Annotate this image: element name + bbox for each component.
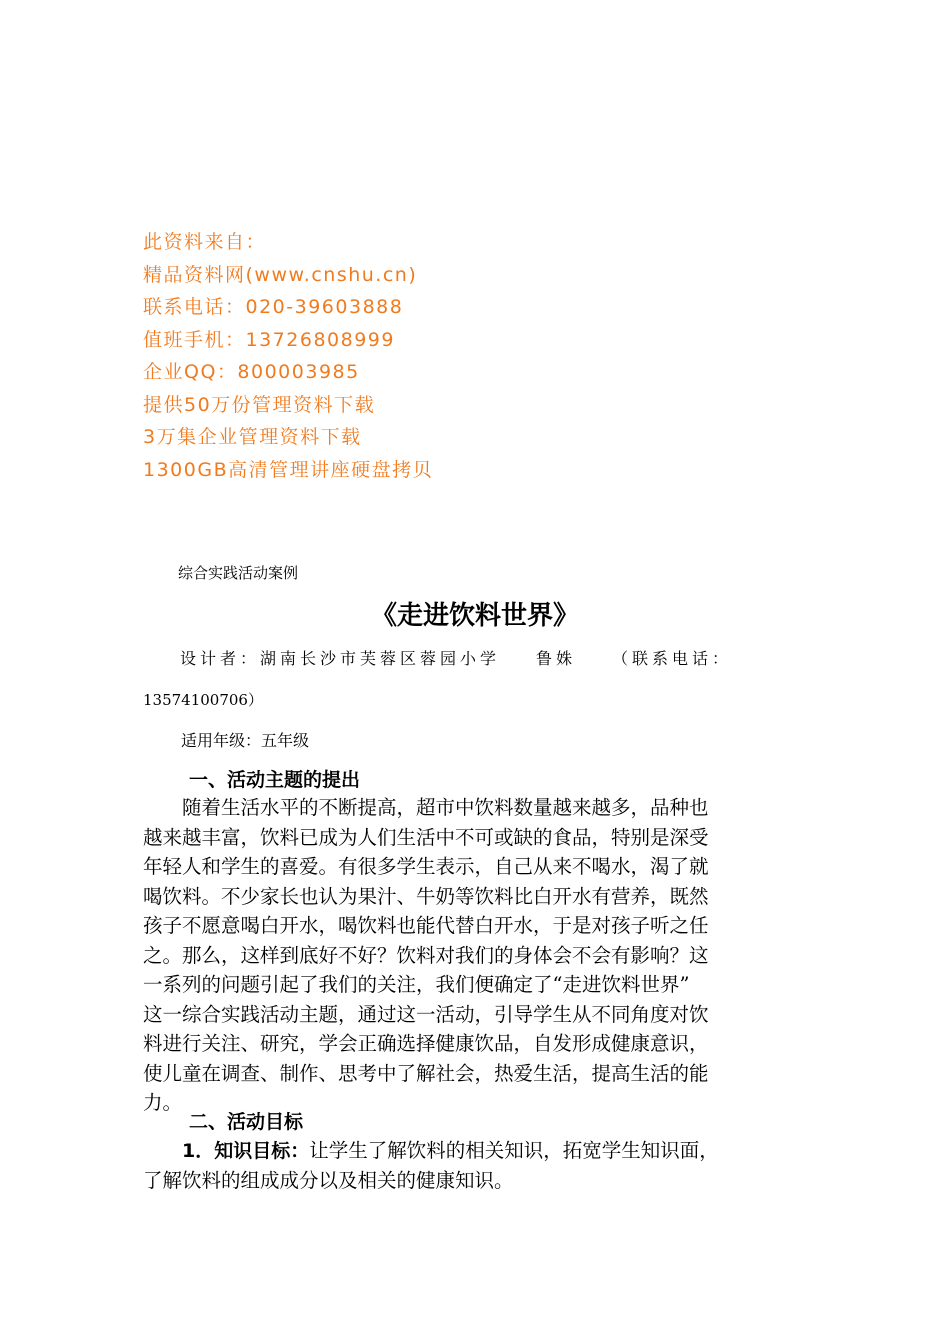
designer-phone-open: （联系电话： [612, 649, 733, 668]
section-1-paragraph [143, 793, 793, 1118]
paragraph-line: 越来越丰富，饮料已成为人们生活中不可或缺的食品，特别是深受 [143, 825, 709, 849]
promo-line-source: 此资料来自： [143, 231, 267, 253]
promo-line-phone: 联系电话：020-39603888 [143, 296, 404, 318]
paragraph-line: 这一综合实践活动主题，通过这一活动，引导学生从不同角度对饮 [143, 1002, 709, 1026]
applicable-grade: 适用年级：五年级 [181, 731, 310, 750]
paragraph-line: 一系列的问题引起了我们的关注，我们便确定了“走进饮料世界” [143, 973, 690, 996]
section-2-paragraph [143, 1136, 793, 1195]
paragraph-line: 了解饮料的组成成分以及相关的健康知识。 [143, 1168, 514, 1192]
designer-text: 设计者：湖南长沙市芙蓉区蓉园小学 [180, 649, 501, 668]
designer-name: 鲁姝 [536, 649, 577, 668]
designer-line [180, 646, 800, 672]
knowledge-goal-text: 让学生了解饮料的相关知识，拓宽学生知识面， [309, 1139, 719, 1162]
promo-line-offer-3: 1300GB高清管理讲座硬盘拷贝 [143, 458, 434, 481]
promo-line-mobile: 值班手机：13726808999 [143, 328, 395, 351]
paragraph-line: 使儿童在调查、制作、思考中了解社会，热爱生活，提高生活的能 [143, 1061, 709, 1085]
paragraph-line: 料进行关注、研究，学会正确选择健康饮品，自发形成健康意识， [143, 1032, 709, 1055]
paragraph-line: 喝饮料。不少家长也认为果汁、牛奶等饮料比白开水有营养，既然 [143, 884, 709, 908]
paragraph-line: 年轻人和学生的喜爱。有很多学生表示，自己从来不喝水，渴了就 [143, 855, 709, 878]
document-category-label: 综合实践活动案例 [178, 564, 299, 582]
paragraph-line: 之。那么，这样到底好不好？饮料对我们的身体会不会有影响？这 [143, 943, 709, 967]
promo-line-qq: 企业QQ：800003985 [143, 361, 360, 383]
promo-line-offer-1: 提供50万份管理资料下载 [143, 393, 376, 416]
paragraph-line: 孩子不愿意喝白开水，喝饮料也能代替白开水，于是对孩子听之任 [143, 914, 709, 937]
paragraph-line: 力。 [143, 1091, 183, 1114]
promo-line-offer-2: 3万集企业管理资料下载 [143, 426, 362, 448]
promo-block [143, 226, 743, 486]
section-heading-2: 二、活动目标 [189, 1111, 304, 1133]
knowledge-goal-label: 1．知识目标： [182, 1140, 310, 1162]
designer-phone-number: 13574100706） [143, 691, 263, 709]
paragraph-line [143, 1136, 793, 1166]
promo-line-website: 精品资料网(www.cnshu.cn) [143, 263, 418, 286]
section-heading-1: 一、活动主题的提出 [189, 769, 361, 791]
paragraph-line: 随着生活水平的不断提高，超市中饮料数量越来越多，品种也 [143, 796, 709, 819]
document-title: 《走进饮料世界》 [370, 601, 579, 631]
